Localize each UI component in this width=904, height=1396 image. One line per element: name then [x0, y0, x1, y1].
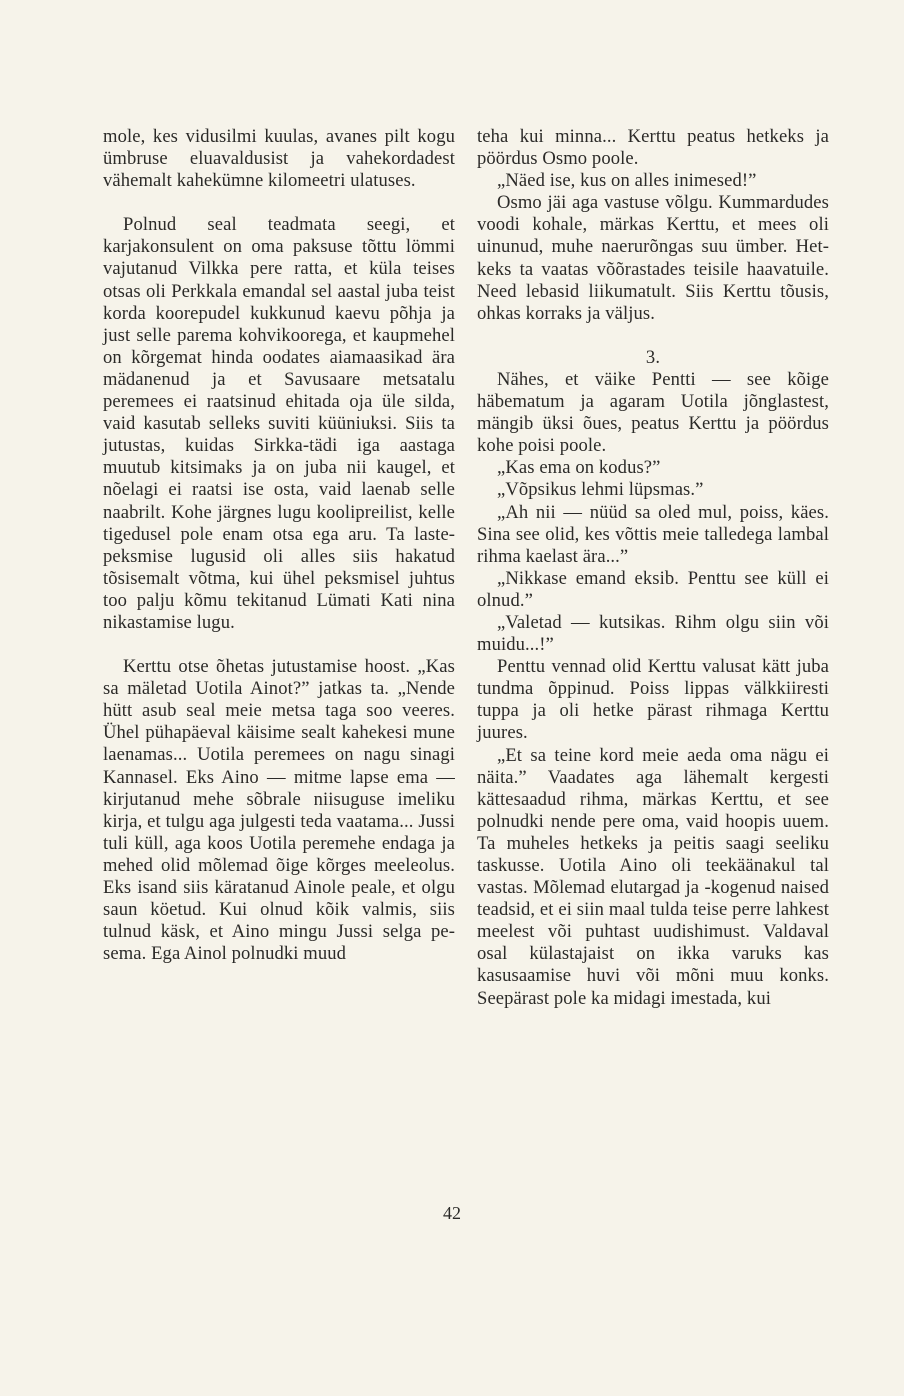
paragraph: „Kas ema on kodus?”	[497, 457, 661, 479]
paragraph: Polnud seal teadmata seegi, et karjakonsulent on oma paksuse tõttu lömmi vajutanud Vilkka pere ratta, et küla teises otsas oli Perkkala emandal sel aastal juba teist korda koorepudel kukkunud kaevu põhja ja just selle parema kohvikoorega, et kaupmehel on kõrgemat hinda oodates aiamaasikad ära mädanenud ja et Savusaare metsatalu peremees ei raatsinud ehitada oja üle silda, vaid kasutab selleks suviti küüniuksi. Siis ta jutustas, kuidas Sirkka-tädi iga aastaga muutub kitsimaks ja on juba nii kaugel, et nõelagi ei raatsi ise osta, vaid laenab selle naabrilt. Kohe järgnes lugu koolipreilist, kelle tigedusel pole enam otsa ega aru. Ta lastepeksmise lugusid oli alles siis hakatud tõsisemalt võtma, kui ühel peksmisel juhtus too palju kõmu tekitanud Lümati Kati nina nikastamise lugu.	[103, 214, 455, 633]
left-text-column	[103, 126, 455, 965]
page-number: 42	[443, 1203, 461, 1223]
paragraph: Nähes, et väike Pentti — see kõige häbematum ja agaram Uotila jõnglastest, mängib üksi õues, peatus Kerttu ja pöördus kohe poisi poole.	[477, 368, 829, 457]
paragraph: Kerttu otse õhetas jutustamise hoost. „Kas sa mäletad Uotila Ainot?” jatkas ta. „Nende hütt asub seal meie metsa taga soo veeres. Ühel pühapäeval käisime sealt kahekesi mune laenamas... Uotila peremees on nagu sinagi Kannasel. Eks Aino — mitme lapse ema — kirjutanud mehe sõbrale niisuguse imeliku kirja, et tulgu aga julgesti teda vaatama... Jussi tuli küll, aga koos Uotila peremehe endaga ja mehed olid mõlemad õige kõrges meeleolus. Eks isand siis käratanud Ainole peale, et olgu saun köetud. Kui olnud kõik valmis, siis tulnud käsk, et Aino mingu Jussi selga pesema. Ega Ainol polnudki muud	[103, 656, 455, 965]
right-text-column	[477, 126, 829, 1010]
section-number: 3.	[645, 346, 661, 368]
paragraph: „Valetad — kutsikas. Rihm olgu siin või muidu...!”	[477, 611, 829, 656]
paragraph: Osmo jäi aga vastuse võlgu. Kummardudes voodi kohale, märkas Kerttu, et mees oli uinunud, muhe naerurõngas suu ümber. Hetkeks ta vaatas võõrastades teisile haavatuile. Need lebasid liikumatult. Siis Kerttu tõusis, ohkas korraks ja väljus.	[477, 192, 829, 324]
paragraph: „Nikkase emand eksib. Penttu see küll ei olnud.”	[477, 567, 829, 611]
paragraph: „Näed ise, kus on alles inimesed!”	[497, 170, 757, 192]
paragraph: „Ah nii — nüüd sa oled mul, poiss, käes. Sina see olid, kes võttis meie talledega lambal rihma kaelast ära...”	[477, 501, 829, 567]
paragraph: „Võpsikus lehmi lüpsmas.”	[497, 479, 704, 501]
paragraph: teha kui minna... Kerttu peatus hetkeks ja pöördus Osmo poole.	[477, 126, 829, 170]
paragraph: Penttu vennad olid Kerttu valusat kätt juba tundma õppinud. Poiss lippas välkkiiresti tuppa ja oli hetke pärast rihmaga Kerttu juures.	[477, 656, 829, 744]
paragraph: mole, kes vidusilmi kuulas, avanes pilt kogu ümbruse eluavaldusist ja vahekordadest vähemalt kahekümne kilomeetri ulatuses.	[103, 126, 455, 192]
paragraph: „Et sa teine kord meie aeda oma nägu ei näita.” Vaadates aga lähemalt kergesti kättesaadud rihma, märkas Kerttu, et see polnudki nende pere oma, vaid hoopis uuem. Ta muheles hetkeks ja peitis saagi seeliku taskusse. Uotila Aino oli teekäänakul tal vastas. Mõlemad elutargad ja -kogenud naised teadsid, et ei siin maal tulda teise perre lahkest meelest või puhtast uudishimust. Valdaval osal külastajaist on ikka varuks kas kasusaamise huvi või mõni muu konks. Seepärast pole ka midagi imestada, kui	[477, 744, 829, 1009]
